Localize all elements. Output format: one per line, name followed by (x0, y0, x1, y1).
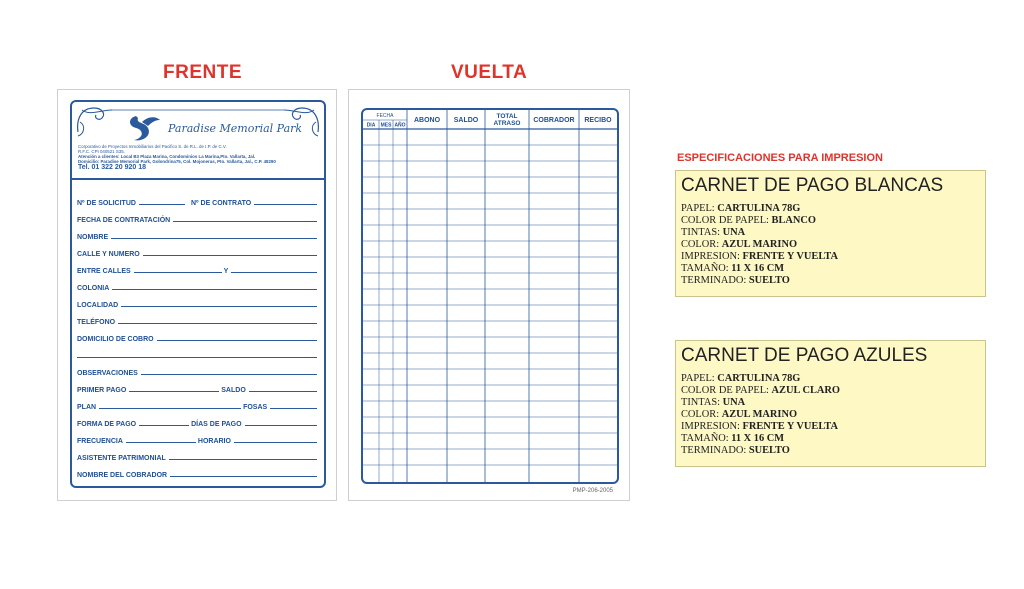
field-line[interactable] (129, 391, 219, 392)
dove-logo-icon (122, 112, 162, 144)
form-row (77, 416, 319, 428)
field-line[interactable] (249, 391, 317, 392)
spec-box-white (675, 170, 986, 297)
back-card (361, 108, 619, 484)
field-label: TELÉFONO (77, 319, 116, 326)
field-label: CALLE Y NUMERO (77, 251, 140, 258)
field-label: DÍAS DE PAGO (191, 421, 242, 428)
field-label: OBSERVACIONES (77, 370, 138, 377)
field-label: SALDO (221, 387, 246, 394)
field-label: ENTRE CALLES (77, 268, 131, 275)
field-line[interactable] (121, 306, 317, 307)
field-line[interactable] (139, 425, 189, 426)
field-line[interactable] (254, 204, 317, 205)
back-sheet (348, 89, 630, 501)
header-saldo: SALDO (453, 117, 479, 124)
form-row (77, 212, 319, 224)
spec-line: TINTAS: UNA (681, 397, 746, 408)
form-row (77, 314, 319, 326)
spec-line: COLOR: AZUL MARINO (681, 409, 798, 420)
field-line[interactable] (111, 238, 317, 239)
header-atraso: ATRASO (493, 120, 521, 127)
spec-line: TERMINADO: SUELTO (681, 445, 790, 456)
phone-number: Tel. 01 322 20 920 18 (78, 164, 146, 171)
field-label: PRIMER PAGO (77, 387, 127, 394)
form-row (77, 297, 319, 309)
corp-line: Corporativo de Proyectos Inmobiliarios del Pacifico S. de R.L. de I.P. de C.V. (78, 144, 227, 149)
field-label: PLAN (77, 404, 97, 411)
form-row (77, 229, 319, 241)
field-label: FORMA DE PAGO (77, 421, 137, 428)
field-line[interactable] (139, 204, 185, 205)
logo-text: Paradise Memorial Park (168, 122, 303, 135)
field-label: NOMBRE (77, 234, 109, 241)
spec-line: COLOR DE PAPEL: AZUL CLARO (681, 385, 840, 396)
form-row (77, 246, 319, 258)
field-label: FRECUENCIA (77, 438, 123, 445)
field-label: ASISTENTE PATRIMONIAL (77, 455, 166, 462)
front-sheet (57, 89, 337, 501)
corp-line: Atención a clientes: Local B3 Plaza Marina, Condominios La Marina,Pto. Vallarta, Jal. (78, 154, 256, 159)
field-line[interactable] (126, 442, 196, 443)
field-line[interactable] (169, 459, 317, 460)
field-label: Nº DE SOLICITUD (77, 200, 136, 207)
spec-line: TERMINADO: SUELTO (681, 275, 790, 286)
field-line[interactable] (173, 221, 317, 222)
payment-grid (363, 110, 617, 482)
field-line[interactable] (112, 289, 317, 290)
field-label: Nº DE CONTRATO (190, 200, 252, 207)
corp-line: R.F.C. CPI 040521 S35. (78, 149, 125, 154)
corp-line: Domicilio: Paradise Memorial Park, Golondrina75, Col. Mojoneras, Pto. Vallarta, Jal., C.P. 48290 (78, 159, 276, 164)
form-row (77, 348, 319, 360)
form-row (77, 331, 319, 343)
front-card-header (72, 102, 324, 180)
field-line[interactable] (77, 357, 317, 358)
field-line[interactable] (99, 408, 241, 409)
field-line[interactable] (270, 408, 317, 409)
header-cobrador: COBRADOR (533, 117, 575, 124)
form-row (77, 467, 319, 479)
form-row (77, 382, 319, 394)
front-heading: FRENTE (163, 62, 242, 83)
header-recibo: RECIBO (584, 117, 612, 124)
spec-line: TINTAS: UNA (681, 227, 746, 238)
header-abono: ABONO (413, 117, 441, 124)
spec-line: COLOR: AZUL MARINO (681, 239, 798, 250)
field-label: DOMICILIO DE COBRO (77, 336, 154, 343)
form-row (77, 365, 319, 377)
field-line[interactable] (141, 374, 317, 375)
spec-line: IMPRESION: FRENTE Y VUELTA (681, 421, 838, 432)
form-row (77, 263, 319, 275)
header-mes: MES (380, 122, 392, 129)
field-label: LOCALIDAD (77, 302, 119, 309)
header-total: TOTAL (496, 113, 518, 120)
form-row (77, 195, 319, 207)
field-line[interactable] (234, 442, 317, 443)
field-line[interactable] (245, 425, 317, 426)
form-row (77, 399, 319, 411)
field-line[interactable] (134, 272, 222, 273)
spec-title: ESPECIFICACIONES PARA IMPRESION (677, 152, 883, 164)
field-label: Y (223, 268, 229, 275)
back-heading: VUELTA (451, 62, 528, 83)
header-ano: AÑO (394, 122, 406, 129)
field-label: FECHA DE CONTRATACIÓN (77, 217, 171, 224)
header-dia: DIA (366, 122, 376, 129)
field-label: FOSAS (243, 404, 268, 411)
spec-box-title: CARNET DE PAGO AZULES (681, 345, 928, 366)
form-row (77, 450, 319, 462)
spec-line: TAMAÑO: 11 X 16 CM (681, 263, 785, 274)
form-row (77, 433, 319, 445)
field-line[interactable] (170, 476, 317, 477)
form-row (77, 280, 319, 292)
field-line[interactable] (118, 323, 317, 324)
spec-box-blue (675, 340, 986, 467)
spec-line: PAPEL: CARTULINA 78G (681, 373, 801, 384)
field-line[interactable] (231, 272, 317, 273)
field-label: NOMBRE DEL COBRADOR (77, 472, 168, 479)
header-fecha: FECHA (376, 113, 394, 119)
spec-line: IMPRESION: FRENTE Y VUELTA (681, 251, 838, 262)
field-line[interactable] (143, 255, 317, 256)
field-label: HORARIO (197, 438, 231, 445)
field-label: COLONIA (77, 285, 110, 292)
form-code: PMP-206-2005 (572, 488, 613, 494)
spec-line: COLOR DE PAPEL: BLANCO (681, 215, 817, 226)
spec-line: PAPEL: CARTULINA 78G (681, 203, 801, 214)
spec-line: TAMAÑO: 11 X 16 CM (681, 433, 785, 444)
spec-box-title: CARNET DE PAGO BLANCAS (681, 175, 944, 196)
front-card (70, 100, 326, 488)
field-line[interactable] (157, 340, 317, 341)
